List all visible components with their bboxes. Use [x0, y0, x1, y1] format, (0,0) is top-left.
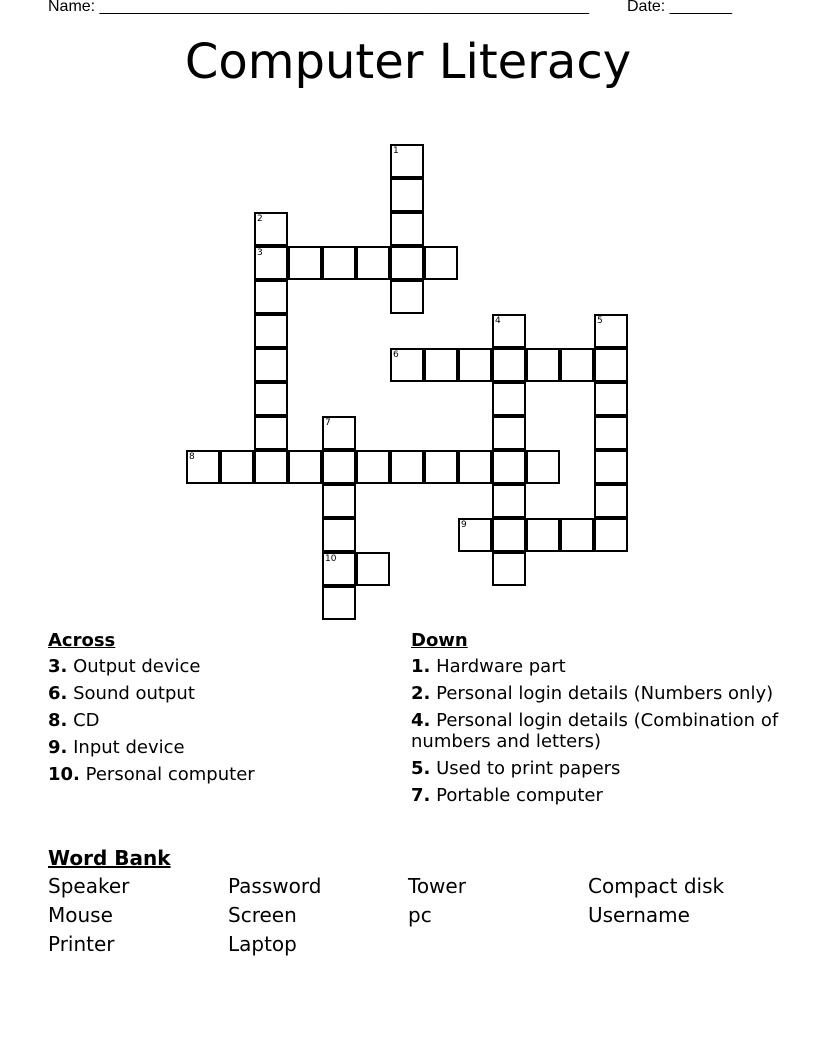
cell-number: 2	[257, 214, 263, 224]
crossword-cell[interactable]	[288, 450, 322, 484]
crossword-cell[interactable]	[390, 450, 424, 484]
word-bank-list	[48, 874, 768, 956]
crossword-cell[interactable]	[492, 314, 526, 348]
crossword-cell[interactable]	[254, 450, 288, 484]
crossword-cell[interactable]	[322, 450, 356, 484]
clue-number: 4.	[411, 710, 431, 731]
down-heading: Down	[411, 630, 468, 651]
crossword-cell[interactable]	[594, 518, 628, 552]
crossword-cell[interactable]	[390, 144, 424, 178]
clue-text: Sound output	[73, 683, 195, 704]
crossword-cell[interactable]	[288, 246, 322, 280]
crossword-cell[interactable]	[356, 450, 390, 484]
crossword-cell[interactable]	[424, 348, 458, 382]
crossword-cell[interactable]	[492, 450, 526, 484]
crossword-cell[interactable]	[526, 450, 560, 484]
clue-across-10	[48, 764, 388, 785]
clue-text: Personal login details (Combination of numbers and letters)	[411, 710, 779, 752]
word-bank-item: Screen	[228, 903, 297, 927]
word-bank-item: pc	[408, 903, 432, 927]
crossword-cell[interactable]	[492, 552, 526, 586]
clue-across-9	[48, 737, 388, 758]
crossword-cell[interactable]	[390, 212, 424, 246]
crossword-cell[interactable]	[594, 416, 628, 450]
crossword-cell[interactable]	[458, 518, 492, 552]
crossword-cell[interactable]	[526, 348, 560, 382]
crossword-cell[interactable]	[594, 314, 628, 348]
crossword-cell[interactable]	[594, 382, 628, 416]
crossword-cell[interactable]	[254, 280, 288, 314]
crossword-cell[interactable]	[254, 314, 288, 348]
clue-text: Output device	[73, 656, 201, 677]
clue-number: 8.	[48, 710, 68, 731]
clue-across-8	[48, 710, 388, 731]
clue-number: 6.	[48, 683, 68, 704]
crossword-cell[interactable]	[322, 552, 356, 586]
clue-down-7	[411, 785, 781, 806]
word-bank-item: Printer	[48, 932, 115, 956]
clue-number: 3.	[48, 656, 68, 677]
cell-number: 8	[189, 452, 195, 462]
clue-text: Hardware part	[436, 656, 566, 677]
cell-number: 5	[597, 316, 603, 326]
clue-text: CD	[73, 710, 100, 731]
across-clues	[48, 630, 388, 791]
clue-number: 10.	[48, 764, 80, 785]
crossword-cell[interactable]	[254, 212, 288, 246]
crossword-cell[interactable]	[458, 348, 492, 382]
clue-number: 2.	[411, 683, 431, 704]
word-bank-item: Mouse	[48, 903, 113, 927]
crossword-cell[interactable]	[492, 348, 526, 382]
crossword-cell[interactable]	[424, 450, 458, 484]
crossword-cell[interactable]	[594, 484, 628, 518]
crossword-cell[interactable]	[254, 382, 288, 416]
clue-down-1	[411, 656, 781, 677]
crossword-cell[interactable]	[322, 246, 356, 280]
crossword-cell[interactable]	[560, 518, 594, 552]
crossword-cell[interactable]	[492, 416, 526, 450]
word-bank-item: Speaker	[48, 874, 130, 898]
clue-down-2	[411, 683, 781, 704]
clue-number: 7.	[411, 785, 431, 806]
crossword-cell[interactable]	[424, 246, 458, 280]
cell-number: 1	[393, 146, 399, 156]
crossword-cell[interactable]	[220, 450, 254, 484]
crossword-cell[interactable]	[390, 246, 424, 280]
word-bank-item: Password	[228, 874, 322, 898]
crossword-cell[interactable]	[254, 246, 288, 280]
crossword-cell[interactable]	[254, 348, 288, 382]
cell-number: 7	[325, 418, 331, 428]
clue-text: Personal login details (Numbers only)	[436, 683, 774, 704]
crossword-cell[interactable]	[390, 178, 424, 212]
crossword-cell[interactable]	[492, 484, 526, 518]
cell-number: 4	[495, 316, 501, 326]
clue-number: 5.	[411, 758, 431, 779]
clue-down-5	[411, 758, 781, 779]
page-title: Computer Literacy	[184, 34, 632, 90]
word-bank-item: Tower	[408, 874, 466, 898]
word-bank	[48, 846, 768, 956]
crossword-cell[interactable]	[390, 280, 424, 314]
crossword-cell[interactable]	[356, 552, 390, 586]
clue-text: Portable computer	[436, 785, 603, 806]
crossword-cell[interactable]	[526, 518, 560, 552]
cell-number: 3	[257, 248, 263, 258]
crossword-cell[interactable]	[492, 382, 526, 416]
word-bank-item: Compact disk	[588, 874, 725, 898]
clue-text: Input device	[73, 737, 185, 758]
clue-number: 1.	[411, 656, 431, 677]
crossword-cell[interactable]	[594, 450, 628, 484]
clue-number: 9.	[48, 737, 68, 758]
clue-across-3	[48, 656, 388, 677]
date-field[interactable]: Date: _______	[627, 0, 732, 15]
down-clues	[411, 630, 781, 812]
word-bank-item: Laptop	[228, 932, 297, 956]
clue-text: Personal computer	[85, 764, 255, 785]
crossword-cell[interactable]	[492, 518, 526, 552]
crossword-cell[interactable]	[560, 348, 594, 382]
crossword-cell[interactable]	[322, 484, 356, 518]
crossword-cell[interactable]	[186, 450, 220, 484]
crossword-cell[interactable]	[390, 348, 424, 382]
crossword-cell[interactable]	[594, 348, 628, 382]
crossword-cell[interactable]	[254, 416, 288, 450]
word-bank-item: Username	[588, 903, 690, 927]
cell-number: 6	[393, 350, 399, 360]
cell-number: 10	[325, 554, 337, 564]
across-heading: Across	[48, 630, 116, 651]
clue-across-6	[48, 683, 388, 704]
cell-number: 9	[461, 520, 467, 530]
crossword-cell[interactable]	[322, 416, 356, 450]
crossword-cell[interactable]	[356, 246, 390, 280]
crossword-cell[interactable]	[322, 586, 356, 620]
word-bank-heading: Word Bank	[48, 846, 171, 870]
clue-text: Used to print papers	[436, 758, 621, 779]
crossword-cell[interactable]	[322, 518, 356, 552]
name-field[interactable]: Name: _______________________________________________________	[48, 0, 589, 15]
crossword-cell[interactable]	[458, 450, 492, 484]
clue-down-4	[411, 710, 781, 752]
